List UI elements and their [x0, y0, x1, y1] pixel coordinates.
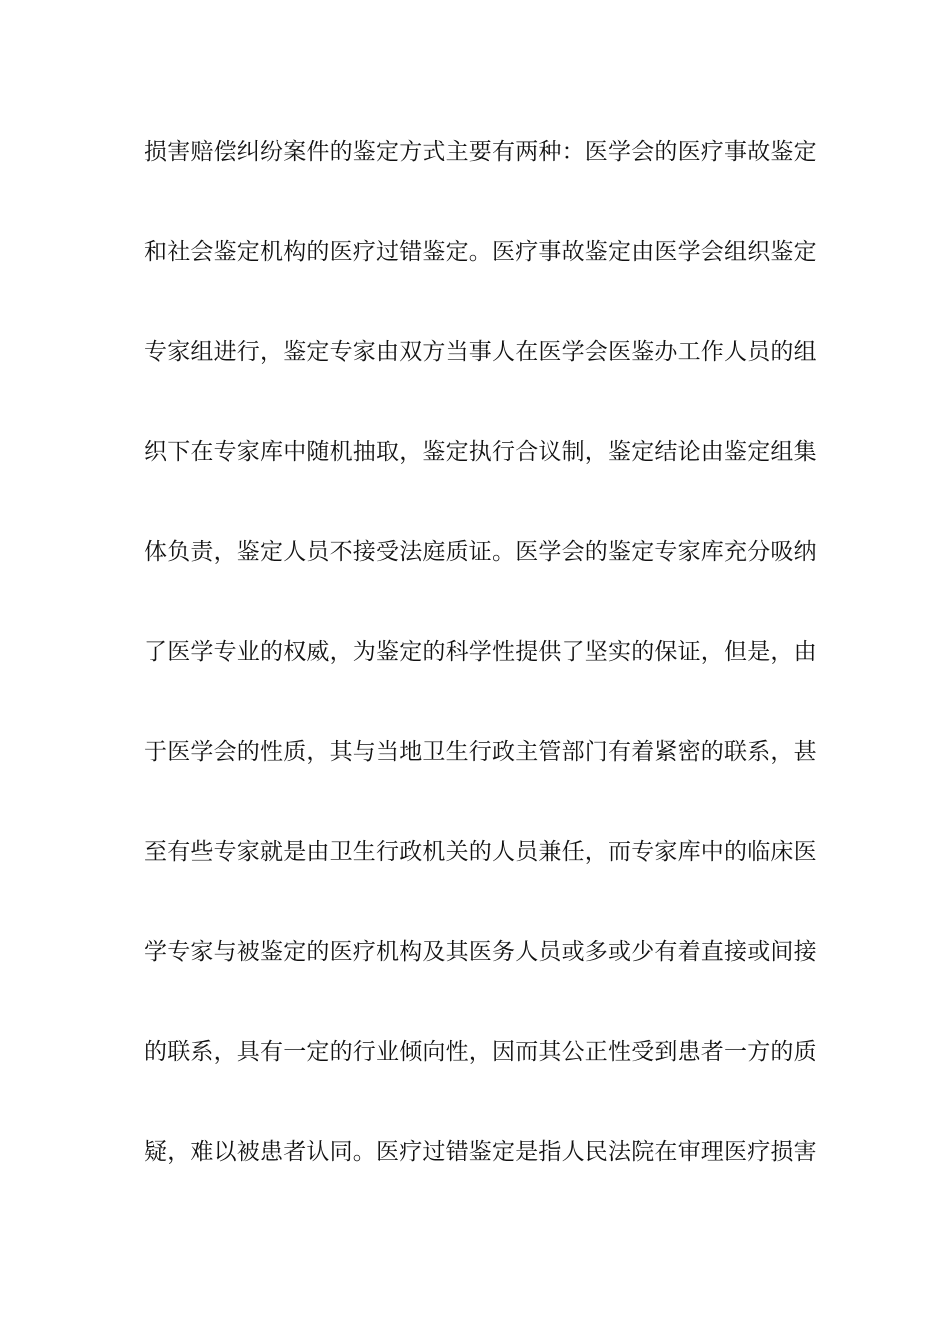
- text-line: 于医学会的性质，其与当地卫生行政主管部门有着紧密的联系，甚: [144, 739, 817, 765]
- text-line: 疑，难以被患者认同。医疗过错鉴定是指人民法院在审理医疗损害: [144, 1139, 817, 1165]
- text-line: 损害赔偿纠纷案件的鉴定方式主要有两种：医学会的医疗事故鉴定: [144, 139, 817, 165]
- text-line: 专家组进行，鉴定专家由双方当事人在医学会医鉴办工作人员的组: [144, 339, 817, 365]
- text-line: 的联系，具有一定的行业倾向性，因而其公正性受到患者一方的质: [144, 1039, 817, 1065]
- text-line: 了医学专业的权威，为鉴定的科学性提供了坚实的保证，但是，由: [144, 639, 817, 665]
- text-line: 织下在专家库中随机抽取，鉴定执行合议制，鉴定结论由鉴定组集: [144, 439, 817, 465]
- body-paragraph: [144, 126, 817, 1226]
- text-line: 和社会鉴定机构的医疗过错鉴定。医疗事故鉴定由医学会组织鉴定: [144, 239, 817, 265]
- text-line: 学专家与被鉴定的医疗机构及其医务人员或多或少有着直接或间接: [144, 939, 817, 965]
- text-line: 至有些专家就是由卫生行政机关的人员兼任，而专家库中的临床医: [144, 839, 817, 865]
- text-line: 体负责，鉴定人员不接受法庭质证。医学会的鉴定专家库充分吸纳: [144, 539, 817, 565]
